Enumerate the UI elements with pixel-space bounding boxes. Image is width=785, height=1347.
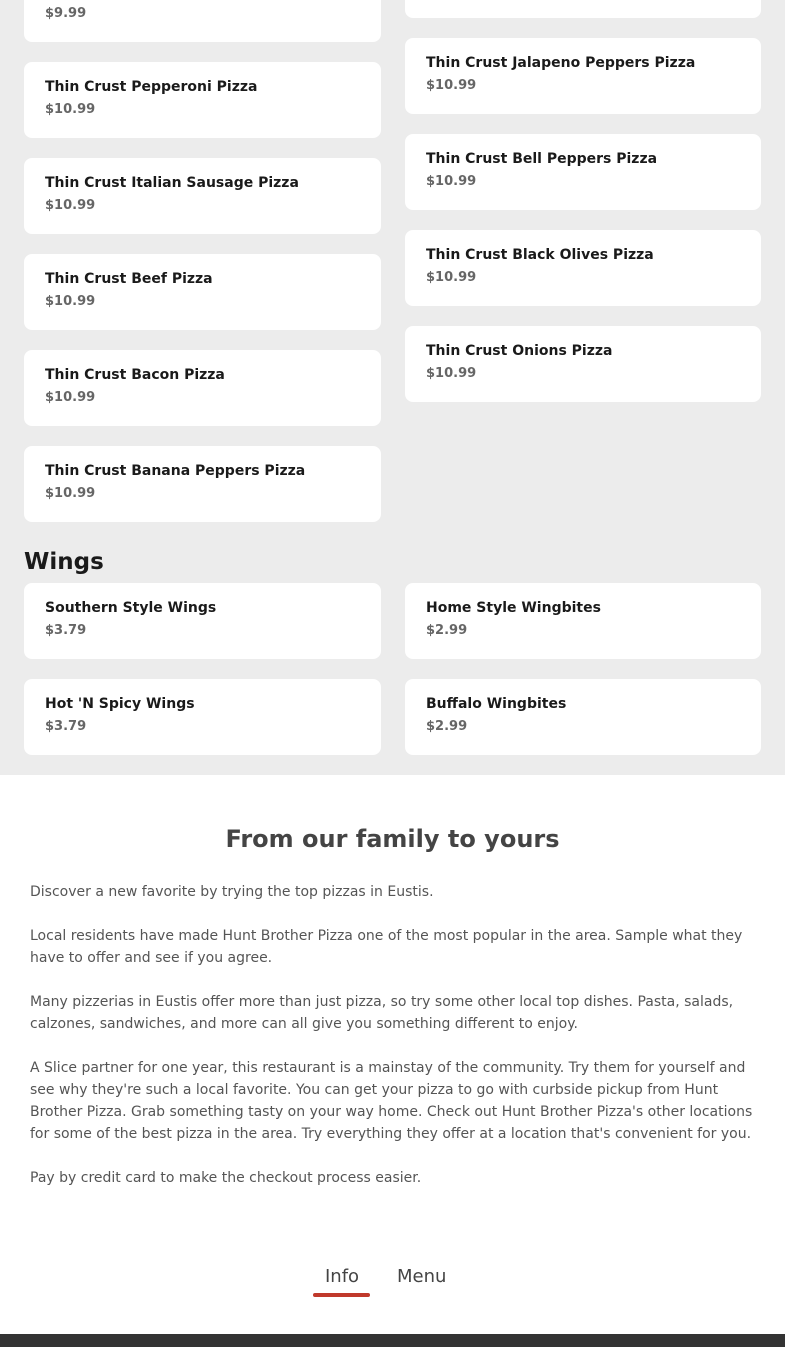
item-name: Thin Crust Jalapeno Peppers Pizza [426, 55, 696, 71]
item-name: Southern Style Wings [45, 600, 217, 616]
item-price: $2.99 [426, 623, 468, 638]
footer-bar [0, 1334, 785, 1347]
item-name: Thin Crust Beef Pizza [45, 271, 213, 287]
item-name: Thin Crust Italian Sausage Pizza [45, 175, 299, 191]
menu-item-card[interactable] [405, 679, 761, 755]
menu-item-card[interactable] [24, 62, 381, 138]
about-paragraph: Pay by credit card to make the checkout process easier. [30, 1170, 422, 1186]
active-tab-indicator [313, 1293, 370, 1297]
item-name: Hot 'N Spicy Wings [45, 696, 195, 712]
about-paragraph: Many pizzerias in Eustis offer more than just pizza, so try some other local top dishes. Pasta, salads, calzones, sandwiches, and more can all give you something different to enjoy. [30, 994, 734, 1032]
item-price: $9.99 [45, 6, 87, 21]
menu-item-card[interactable] [405, 230, 761, 306]
item-price: $3.79 [45, 719, 87, 734]
item-name: Home Style Wingbites [426, 600, 601, 616]
about-paragraph: A Slice partner for one year, this restaurant is a mainstay of the community. Try them for yourself and see why they're such a local favorite. You can get your pizza to go with curbside pickup from Hunt Brother Pizza. Grab something tasty on your way home. Check out Hunt Brother Pizza's other locations for some of the best pizza in the area. Try everything they offer at a location that's convenient for you. [30, 1060, 753, 1142]
item-price: $10.99 [45, 198, 96, 213]
item-price: $10.99 [45, 294, 96, 309]
item-name: Thin Crust Banana Peppers Pizza [45, 463, 306, 479]
menu-item-card[interactable] [405, 0, 761, 18]
item-price: $10.99 [426, 270, 477, 285]
section-title-wings: Wings [24, 549, 104, 575]
item-name: Thin Crust Onions Pizza [426, 343, 613, 359]
about-paragraph: Discover a new favorite by trying the top pizzas in Eustis. [30, 884, 434, 900]
item-price: $10.99 [426, 78, 477, 93]
item-price: $10.99 [45, 102, 96, 117]
item-price: $10.99 [426, 174, 477, 189]
menu-item-card[interactable] [24, 583, 381, 659]
item-price: $10.99 [426, 366, 477, 381]
menu-item-card[interactable] [24, 446, 381, 522]
menu-item-card[interactable] [24, 254, 381, 330]
menu-item-card[interactable] [405, 583, 761, 659]
item-price: $3.79 [45, 623, 87, 638]
tab-menu[interactable]: Menu [397, 1266, 447, 1287]
about-paragraph: Local residents have made Hunt Brother Pizza one of the most popular in the area. Sample what they have to offer and see if you agree. [30, 928, 743, 966]
item-name: Thin Crust Black Olives Pizza [426, 247, 654, 263]
menu-item-card[interactable] [405, 38, 761, 114]
about-section [0, 775, 785, 1335]
menu-item-card[interactable] [24, 0, 381, 42]
menu-item-card[interactable] [405, 134, 761, 210]
item-price: $10.99 [45, 390, 96, 405]
item-price: $2.99 [426, 719, 468, 734]
item-name: Buffalo Wingbites [426, 696, 567, 712]
menu-item-card[interactable] [405, 326, 761, 402]
menu-item-card[interactable] [24, 350, 381, 426]
menu-item-card[interactable] [24, 158, 381, 234]
item-price: $10.99 [45, 486, 96, 501]
menu-item-card[interactable] [24, 679, 381, 755]
item-name: Thin Crust Pepperoni Pizza [45, 79, 258, 95]
item-name: Thin Crust Bacon Pizza [45, 367, 225, 383]
item-name: Thin Crust Bell Peppers Pizza [426, 151, 658, 167]
tab-info[interactable]: Info [325, 1266, 360, 1287]
about-heading: From our family to yours [225, 825, 560, 853]
